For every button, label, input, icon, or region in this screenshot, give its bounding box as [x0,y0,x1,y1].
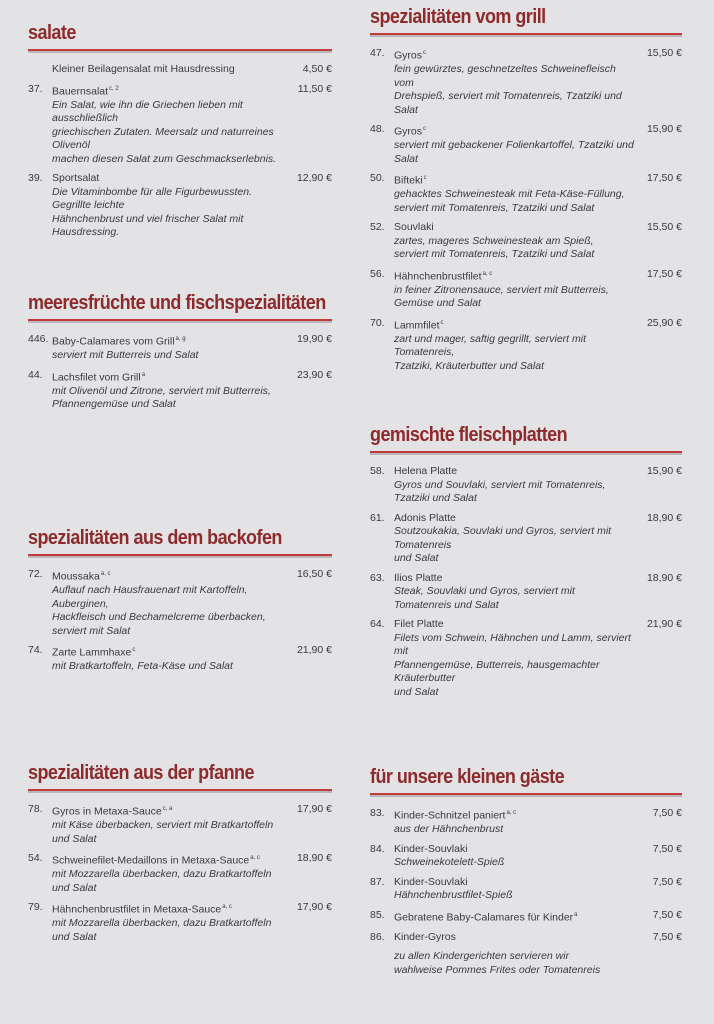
item-body [394,572,634,613]
menu-item [28,333,332,363]
item-number: 86. [370,930,385,943]
item-name: Ilios Platte [394,571,443,584]
item-number: 58. [370,465,385,477]
item-price: 7,50 € [652,807,682,819]
item-body [394,807,634,837]
section-fleischplatten [370,424,682,705]
item-description: mit Mozzarella überbacken, dazu Bratkartoffeln und Salat [52,868,272,894]
item-price: 18,90 € [646,571,682,584]
item-description: mit Mozzarella überbacken, dazu Bratkartoffeln und Salat [52,917,272,943]
item-name: Souvlaki [394,221,434,233]
menu-item [370,268,682,311]
allergen-codes: c [423,126,427,132]
item-number: 52. [370,221,385,233]
item-price: 15,50 € [646,221,682,233]
item-name: Kinder-Souvlaki [394,842,468,855]
item-name: Kinder-Schnitzel paniert [394,809,506,822]
item-price: 17,90 € [296,803,332,815]
menu-item [28,83,332,167]
item-description: fein gewürztes, geschnetzeltes Schweinefleisch vom Drehspieß, serviert mit Tomatenreis, Tzatziki und Salat [394,63,622,116]
item-body [394,465,634,506]
item-number: 78. [28,803,43,815]
item-price: 7,50 € [652,930,682,943]
item-number: 61. [370,511,385,524]
item-body [52,333,284,363]
item-body [52,803,284,846]
allergen-codes: a, c [482,270,493,277]
item-price: 17,90 € [296,901,332,913]
item-name: Helena Platte [394,465,458,477]
item-number: 37. [28,82,43,95]
section-title: spezialitäten aus der pfanne [28,762,254,784]
item-name: Schweinefilet-Medaillons in Metaxa-Sauce [52,854,250,867]
section-title: salate [28,22,76,44]
item-price: 15,50 € [646,47,682,59]
section-divider [370,451,682,453]
item-name: Bauernsalat [52,85,109,97]
allergen-codes: a, g [175,336,186,342]
section-divider [28,49,332,51]
menu-item [370,47,682,117]
menu-item [28,901,332,944]
item-name: Filet Platte [394,618,444,630]
item-body [394,47,634,117]
allergen-codes: c, 2 [109,85,119,92]
item-body [394,268,634,311]
item-name: Gyros [394,125,423,138]
item-description: zartes, mageres Schweinesteak am Spieß, serviert mit Tomatenreis, Tzatziki und Salat [394,234,595,260]
section-grill [370,6,682,379]
menu-item [370,909,682,925]
menu-item [370,931,682,945]
item-number: 83. [370,807,385,819]
menu-item [370,618,682,699]
item-body [394,876,634,903]
item-body [394,221,634,262]
item-price: 21,90 € [296,644,332,656]
item-name: Lachsfilet vom Grill [52,371,141,383]
item-name: Hähnchenbrustfilet in Metaxa-Sauce [52,903,222,916]
menu-item [370,843,682,870]
allergen-codes: c [423,50,427,56]
section-salate [28,22,332,246]
allergen-codes: a, c [506,810,517,816]
item-description: Gyros und Souvlaki, serviert mit Tomatenreis, Tzatziki und Salat [394,478,606,504]
item-number: 47. [370,47,385,59]
section-backofen [28,527,332,680]
item-price: 21,90 € [646,618,682,630]
item-price: 7,50 € [652,842,682,855]
item-description: mit Bratkartoffeln, Feta-Käse und Salat [52,660,233,672]
allergen-codes: a, c [100,571,111,577]
item-description: Hähnchenbrustfilet-Spieß [394,889,513,901]
menu-item [370,465,682,506]
section-divider [370,33,682,35]
item-name: Kinder-Gyros [394,930,456,943]
menu-item [28,63,332,77]
menu-item [28,852,332,895]
item-price: 17,50 € [646,267,682,280]
item-number: 446. [28,333,49,345]
section-title: spezialitäten aus dem backofen [28,527,282,549]
item-price: 17,50 € [646,172,682,184]
item-number: 74. [28,644,43,656]
item-number: 72. [28,568,43,580]
item-price: 7,50 € [652,908,682,921]
item-body [52,568,284,638]
item-description: Steak, Souvlaki und Gyros, serviert mit Tomatenreis und Salat [394,585,575,611]
item-number: 87. [370,875,385,888]
item-number: 85. [370,908,385,921]
item-description: zart und mager, saftig gegrillt, serviert mit Tomatenreis, Tzatziki, Kräuterbutter und Salat [394,332,586,372]
item-body [394,317,634,374]
item-description: Auflauf nach Hausfrauenart mit Kartoffeln, Auberginen, Hackfleisch und Bechamelcreme überbacken, serviert mit Salat [52,584,266,637]
item-price: 11,50 € [297,82,332,95]
item-description: mit Olivenöl und Zitrone, serviert mit Butterreis, Pfannengemüse und Salat [52,384,271,410]
item-price: 19,90 € [296,333,332,345]
section-divider [28,789,332,791]
section-meeresfruechte [28,292,332,418]
allergen-codes: a, c [222,904,232,910]
item-price: 18,90 € [646,511,682,524]
allergen-codes: a, c [250,855,260,861]
item-price: 15,90 € [646,123,682,135]
item-price: 18,90 € [296,852,332,864]
item-price: 4,50 € [302,63,332,75]
item-name: Adonis Platte [394,511,456,524]
section-divider [28,554,332,556]
item-number: 63. [370,571,385,584]
item-number: 39. [28,172,43,184]
menu-item [370,512,682,566]
item-body [52,852,284,895]
item-body [394,172,634,215]
menu-item [370,221,682,262]
item-description: in feiner Zitronensauce, serviert mit Butterreis, Gemüse und Salat [394,283,609,309]
item-name: Bifteki [394,174,423,187]
item-name: Zarte Lammhaxe [52,646,132,659]
item-description: gehacktes Schweinesteak mit Feta-Käse-Füllung, serviert mit Tomatenreis, Tzatziki und Salat [394,188,625,214]
menu-item [28,369,332,412]
item-description: Die Vitaminbombe für alle Figurbewussten. Gegrillte leichte Hähnchenbrust und viel frischer Salat mit Hausdressing. [52,185,252,238]
item-name: Gyros [394,49,423,62]
section-title: gemischte fleischplatten [370,424,568,446]
item-body [52,172,284,240]
item-body [394,843,634,870]
item-price: 16,50 € [296,568,332,580]
item-body [52,644,284,674]
allergen-codes: c [132,647,136,653]
item-price: 7,50 € [652,875,682,888]
item-description: aus der Hähnchenbrust [394,823,504,835]
allergen-codes: c [423,175,427,181]
item-name: Gyros in Metaxa-Sauce [52,805,162,818]
item-description: mit Käse überbacken, serviert mit Bratkartoffeln und Salat [52,819,274,845]
item-body [394,909,634,925]
item-description: Ein Salat, wie ihn die Griechen lieben mit ausschließlich griechischen Zutaten. Meersalz und naturreines Olivenöl machen diesen Salat zum Geschmackserlebnis. [52,98,277,165]
menu-item [370,876,682,903]
section-divider [28,319,332,321]
menu-item [28,568,332,638]
section-title: spezialitäten vom grill [370,6,546,28]
item-body [52,901,284,944]
item-description: serviert mit Butterreis und Salat [52,349,199,361]
item-name: Kinder-Souvlaki [394,875,468,888]
item-number: 84. [370,842,385,855]
menu-item [28,803,332,846]
item-body [394,618,634,699]
section-title: für unsere kleinen gäste [370,766,565,788]
item-name: Lammfilet [394,319,440,331]
item-number: 56. [370,267,385,280]
item-description: Soutzoukakia, Souvlaki und Gyros, serviert mit Tomatenreis und Salat [394,525,612,564]
item-name: Gebratene Baby-Calamares für Kinder [394,911,574,923]
item-body [52,83,284,167]
item-name: Baby-Calamares vom Grill [52,335,175,348]
item-number: 79. [28,901,43,913]
item-body [394,512,634,566]
menu-item [28,172,332,240]
item-price: 25,90 € [646,316,682,329]
menu-item [28,644,332,674]
item-name: Kleiner Beilagensalat mit Hausdressing [52,63,235,75]
item-number: 48. [370,123,385,135]
item-name: Hähnchenbrustfilet [394,270,482,282]
kids-note: zu allen Kindergerichten servieren wir wahlweise Pommes Frites oder Tomatenreis [394,950,601,976]
allergen-codes: a [574,911,578,918]
item-body [394,931,634,945]
item-description: Schweinekotelett-Spieß [394,856,505,868]
item-body [394,123,634,166]
item-number: 50. [370,172,385,184]
allergen-codes: a [141,371,146,378]
section-kinder [370,766,682,977]
item-number: 44. [28,368,43,381]
menu-item [370,123,682,166]
item-number: 54. [28,852,43,864]
menu-item [370,317,682,374]
allergen-codes: c, a [162,806,173,812]
section-title: meeresfrüchte und fischspezialitäten [28,292,326,314]
item-body [52,369,284,412]
item-price: 12,90 € [296,172,332,184]
item-number: 70. [370,316,385,329]
allergen-codes: c [440,319,444,326]
item-description: serviert mit gebackener Folienkartoffel, Tzatziki und Salat [394,139,634,165]
item-description: Filets vom Schwein, Hähnchen und Lamm, serviert mit Pfannengemüse, Butterreis, hausgemachter Kräuterbutter und Salat [394,631,631,698]
item-number: 64. [370,618,385,630]
menu-item [370,807,682,837]
menu-item [370,172,682,215]
section-divider [370,793,682,795]
item-price: 23,90 € [296,368,332,381]
section-pfanne [28,762,332,950]
item-price: 15,90 € [646,465,682,477]
item-name: Sportsalat [52,172,100,184]
item-body [52,63,284,77]
menu-item [370,572,682,613]
item-name: Moussaka [52,570,100,583]
